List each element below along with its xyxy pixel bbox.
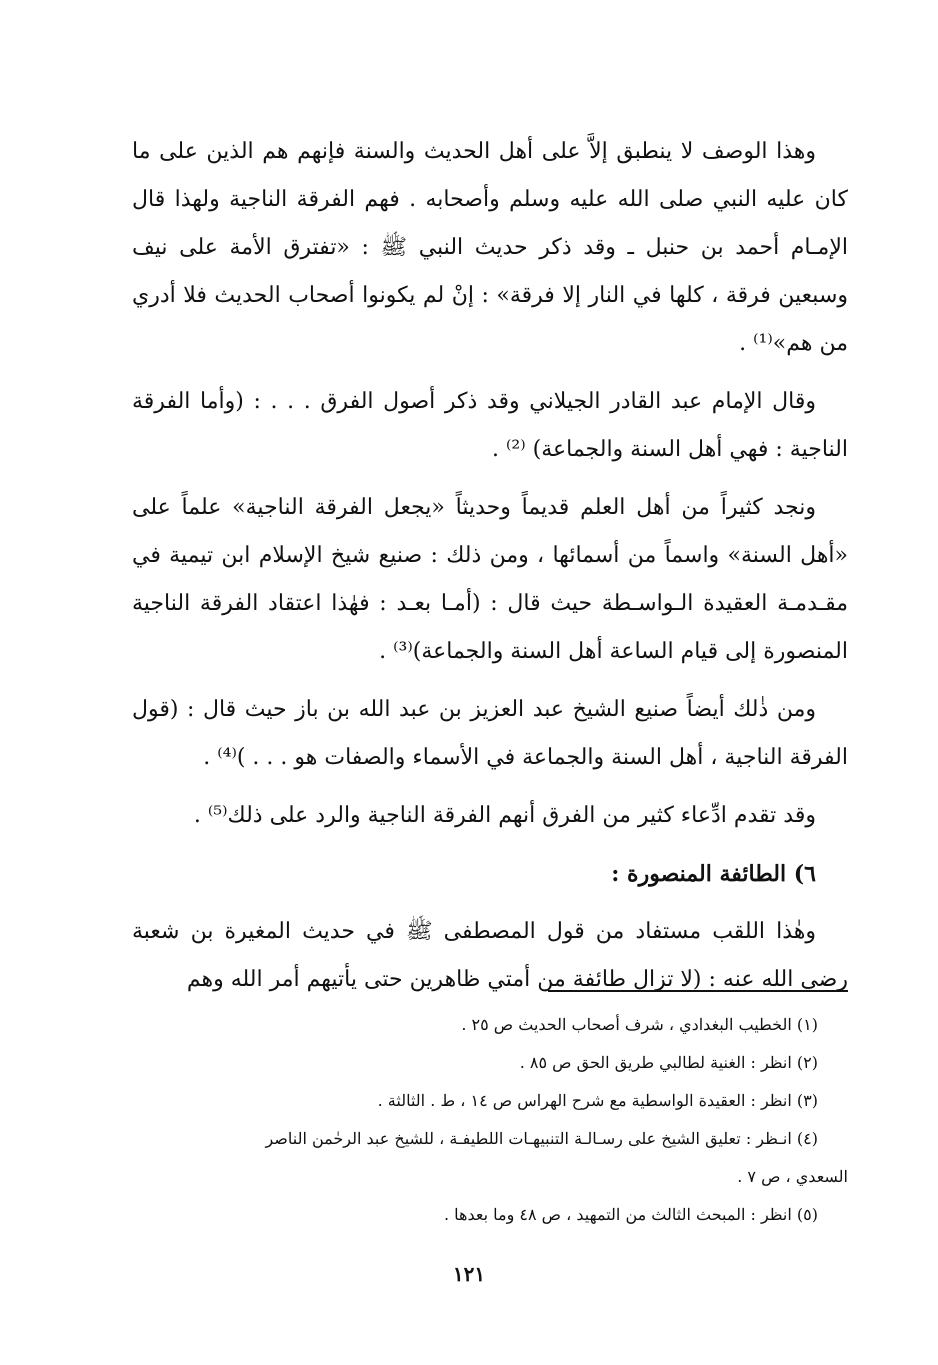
footnote-3: (٣) انظر : العقيدة الواسطية مع شرح الهراس ص ١٤ ، ط . الثالثة . xyxy=(377,1091,818,1110)
paragraph-1: وهذا الوصف لا ينطبق إلاَّ على أهل الحديث والسنة فإنهم هم الذين على ما كان عليه النبي صلى الله عليه وسلم وأصحابه . فهم الفرقة الناجية ولهذا قال الإمـام أحمد بن حنبل ـ وقد ذكر حديث النبي ﷺ : «تفترق الأمة على نيف وسبعين فرقة ، كلها في النار إلا فرقة» : إنْ لم يكونوا أصحاب الحديث فلا أدري من هم»⁽¹⁾ . xyxy=(132,139,848,356)
paragraph-5: وقد تقدم ادِّعاء كثير من الفرق أنهم الفرقة الناجية والرد على ذلك⁽⁵⁾ . xyxy=(193,803,816,828)
section-heading: ٦) الطائفة المنصورة : xyxy=(611,861,816,887)
page-number: ١٢١ xyxy=(452,1262,486,1286)
footnote-4-continuation: السعدي ، ص ٧ . xyxy=(737,1167,848,1186)
paragraph-4: ومن ذٰلك أيضاً صنيع الشيخ عبد العزيز بن عبد الله بن باز حيث قال : (قول الفرقة الناجية ، أهل السنة والجماعة في الأسماء والصفات هو . . . )⁽⁴⁾ . xyxy=(132,697,848,770)
footnote-4: (٤) انـظر : تعليق الشيخ على رسـالـة التنبيهـات اللطيفـة ، للشيخ عبد الرحٰمن الناصر xyxy=(265,1129,818,1148)
footnote-2: (٢) انظر : الغنية لطالبي طريق الحق ص ٨٥ . xyxy=(519,1053,818,1072)
footnotes xyxy=(132,1006,848,1234)
paragraph-2: وقال الإمام عبد القادر الجيلاني وقد ذكر أصول الفرق . . . : (وأما الفرقة الناجية : فهي أهل السنة والجماعة) ⁽²⁾ . xyxy=(132,389,848,462)
paragraph-6: وهٰذا اللقب مستفاد من قول المصطفى ﷺ في حديث المغيرة بن شعبة رضي الله عنه : (لا تزال طائفة من أمتي ظاهرين حتى يأتيهم أمر الله وهم xyxy=(132,919,848,992)
main-text xyxy=(132,128,848,1014)
paragraph-3: ونجد كثيراً من أهل العلم قديماً وحديثاً «يجعل الفرقة الناجية» علماً على «أهل السنة» واسماً من أسمائها ، ومن ذلك : صنيع شيخ الإسلام ابن تيمية في مقـدمـة العقيدة الـواسـطة حيث قال : (أمـا بعـد : فهٰذا اعتقاد الفرقة الناجية المنصورة إلى قيام الساعة أهل السنة والجماعة)⁽³⁾ . xyxy=(132,495,848,664)
footnote-5: (٥) انظر : المبحث الثالث من التمهيد ، ص ٤٨ وما بعدها . xyxy=(444,1205,818,1224)
footnote-1: (١) الخطيب البغدادي ، شرف أصحاب الحديث ص ٢٥ . xyxy=(461,1015,818,1034)
footnote-divider xyxy=(548,990,848,992)
